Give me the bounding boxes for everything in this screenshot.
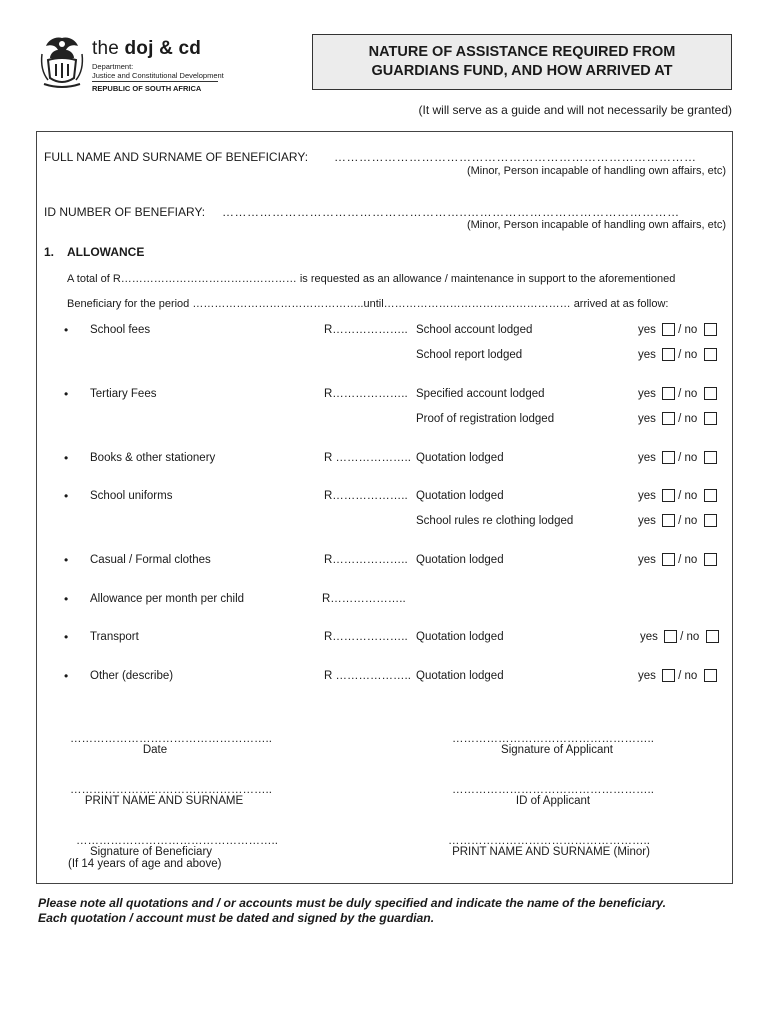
item-label: School uniforms xyxy=(90,490,173,502)
beneficiary-signature-line[interactable]: …………………………………………….. xyxy=(76,835,278,847)
minor-print-name-label: PRINT NAME AND SURNAME (Minor) xyxy=(452,846,650,858)
item-amount-field[interactable]: R……………….. xyxy=(324,388,408,400)
form-main-box xyxy=(36,131,733,884)
yes-checkbox[interactable] xyxy=(664,630,677,643)
yes-checkbox[interactable] xyxy=(662,387,675,400)
country-name: REPUBLIC OF SOUTH AFRICA xyxy=(92,84,202,93)
applicant-signature-label: Signature of Applicant xyxy=(501,744,613,756)
bullet: • xyxy=(64,592,69,606)
beneficiary-name-field[interactable]: …………………………………………………………………………… xyxy=(334,150,697,164)
print-name-line[interactable]: …………………………………………….. xyxy=(70,784,272,796)
yes-checkbox[interactable] xyxy=(662,553,675,566)
footer-line2: Each quotation / account must be dated and signed by the guardian. xyxy=(38,911,435,925)
doc-label: Quotation lodged xyxy=(416,452,504,464)
allowance-total-line: A total of R………………………………………… is requested as an allowance / maintenance in support to the aforementioned xyxy=(67,273,676,285)
bullet: • xyxy=(64,451,69,465)
bullet: • xyxy=(64,387,69,401)
coat-of-arms-logo xyxy=(38,34,86,90)
bullet: • xyxy=(64,630,69,644)
no-checkbox[interactable] xyxy=(704,451,717,464)
dept-label: Department: xyxy=(92,62,134,71)
item-label: Other (describe) xyxy=(90,670,174,682)
brand-name: the doj & cd xyxy=(92,38,202,59)
no-checkbox[interactable] xyxy=(704,489,717,502)
no-checkbox[interactable] xyxy=(704,553,717,566)
beneficiary-id-note: (Minor, Person incapable of handling own affairs, etc) xyxy=(466,219,726,231)
doc-label: Specified account lodged xyxy=(416,388,545,400)
form-title-line2: GUARDIANS FUND, AND HOW ARRIVED AT xyxy=(371,63,673,79)
section-number: 1. xyxy=(44,245,55,259)
no-checkbox[interactable] xyxy=(704,514,717,527)
department-block xyxy=(92,62,224,93)
yes-checkbox[interactable] xyxy=(662,323,675,336)
section-heading: ALLOWANCE xyxy=(67,245,145,259)
dept-name: Justice and Constitutional Development xyxy=(92,71,224,80)
applicant-id-line[interactable]: …………………………………………….. xyxy=(452,784,654,796)
yes-no-choice: yes / no xyxy=(638,412,720,425)
yes-checkbox[interactable] xyxy=(662,348,675,361)
date-signature-line[interactable]: …………………………………………….. xyxy=(70,733,272,745)
item-amount-field[interactable]: R……………….. xyxy=(324,490,408,502)
item-label: Tertiary Fees xyxy=(90,388,157,400)
applicant-id-label: ID of Applicant xyxy=(515,795,591,807)
no-checkbox[interactable] xyxy=(704,412,717,425)
item-label: Transport xyxy=(90,631,139,643)
doc-label: School report lodged xyxy=(416,349,523,361)
yes-no-choice: yes / no xyxy=(638,553,720,566)
beneficiary-name-note: (Minor, Person incapable of handling own affairs, etc) xyxy=(466,165,726,177)
no-checkbox[interactable] xyxy=(706,630,719,643)
form-title-line1: NATURE OF ASSISTANCE REQUIRED FROM xyxy=(368,44,676,60)
yes-no-choice: yes / no xyxy=(638,387,720,400)
bullet: • xyxy=(64,323,69,337)
minor-print-name-line[interactable]: …………………………………………….. xyxy=(448,835,650,847)
yes-checkbox[interactable] xyxy=(662,669,675,682)
doc-label: Proof of registration lodged xyxy=(416,413,555,425)
yes-no-choice: yes / no xyxy=(638,348,720,361)
item-amount-field[interactable]: R……………….. xyxy=(324,554,408,566)
item-label: Books & other stationery xyxy=(90,452,216,464)
item-label: Allowance per month per child xyxy=(90,593,245,605)
yes-checkbox[interactable] xyxy=(662,514,675,527)
doc-label: School account lodged xyxy=(416,324,533,336)
applicant-signature-line[interactable]: …………………………………………….. xyxy=(452,733,654,745)
print-name-label: PRINT NAME AND SURNAME xyxy=(84,795,244,807)
item-amount-field[interactable]: R……………….. xyxy=(322,593,406,605)
guide-note: (It will serve as a guide and will not necessarily be granted) xyxy=(418,103,732,117)
yes-no-choice: yes / no xyxy=(640,630,722,643)
yes-checkbox[interactable] xyxy=(662,412,675,425)
beneficiary-name-label: FULL NAME AND SURNAME OF BENEFICIARY: xyxy=(44,150,309,164)
bullet: • xyxy=(64,669,69,683)
doc-label: Quotation lodged xyxy=(416,490,504,502)
doc-label: Quotation lodged xyxy=(416,670,504,682)
item-label: Casual / Formal clothes xyxy=(90,554,211,566)
yes-no-choice: yes / no xyxy=(638,451,720,464)
beneficiary-signature-note: (If 14 years of age and above) xyxy=(68,858,222,870)
item-amount-field[interactable]: R ……………….. xyxy=(324,452,411,464)
no-checkbox[interactable] xyxy=(704,348,717,361)
yes-no-choice: yes / no xyxy=(638,323,720,336)
item-label: School fees xyxy=(90,324,151,336)
beneficiary-signature-label: Signature of Beneficiary xyxy=(89,846,213,858)
no-checkbox[interactable] xyxy=(704,669,717,682)
date-label: Date xyxy=(142,744,168,756)
doc-label: Quotation lodged xyxy=(416,631,504,643)
item-amount-field[interactable]: R……………….. xyxy=(324,631,408,643)
yes-no-choice: yes / no xyxy=(638,489,720,502)
form-title-box xyxy=(312,34,732,90)
beneficiary-id-field[interactable]: …………………………………………………..…………………………………………… xyxy=(222,205,680,219)
yes-checkbox[interactable] xyxy=(662,489,675,502)
footer-note xyxy=(38,896,666,926)
item-amount-field[interactable]: R ……………….. xyxy=(324,670,411,682)
no-checkbox[interactable] xyxy=(704,323,717,336)
bullet: • xyxy=(64,553,69,567)
yes-no-choice: yes / no xyxy=(638,514,720,527)
doc-label: Quotation lodged xyxy=(416,554,504,566)
no-checkbox[interactable] xyxy=(704,387,717,400)
footer-line1: Please note all quotations and / or accounts must be duly specified and indicate the name of the beneficiary. xyxy=(38,896,667,910)
yes-no-choice: yes / no xyxy=(638,669,720,682)
beneficiary-id-label: ID NUMBER OF BENEFIARY: xyxy=(44,205,206,219)
doc-label: School rules re clothing lodged xyxy=(416,515,574,527)
yes-checkbox[interactable] xyxy=(662,451,675,464)
item-amount-field[interactable]: R……………….. xyxy=(324,324,408,336)
bullet: • xyxy=(64,489,69,503)
allowance-period-line: Beneficiary for the period ………………………………………..until…………………………………………… arrived at as follow: xyxy=(67,298,669,310)
